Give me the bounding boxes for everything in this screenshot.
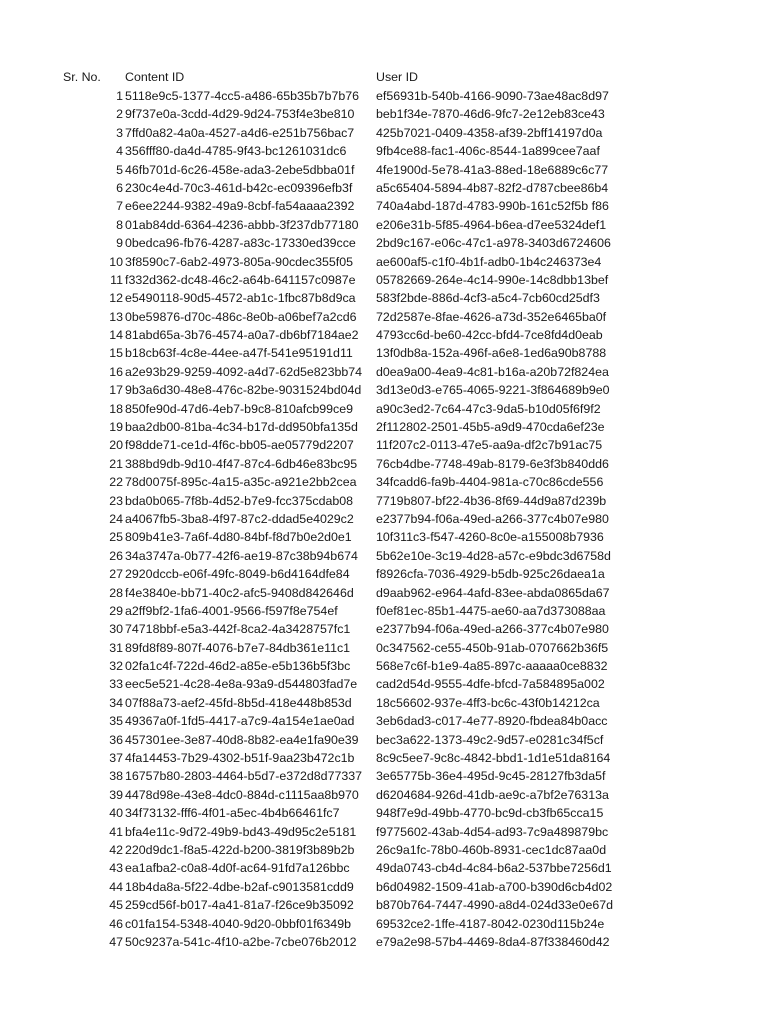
content-id-cell: 34f73132-fff6-4f01-a5ec-4b4b66461fc7 bbox=[125, 806, 340, 821]
user-id-cell: 4fe1900d-5e78-41a3-88ed-18e6889c6c77 bbox=[376, 162, 609, 177]
content-id-cell: 0bedca96-fb76-4287-a83c-17330ed39cce bbox=[125, 236, 356, 251]
sr-no-cell: 22 bbox=[109, 475, 123, 490]
sr-no-cell: 33 bbox=[109, 677, 123, 692]
user-id-cell: a90c3ed2-7c64-47c3-9da5-b10d05f6f9f2 bbox=[376, 401, 601, 416]
content-id-cell: baa2db00-81ba-4c34-b17d-dd950bfa135d bbox=[125, 420, 358, 435]
user-id-cell: cad2d54d-9555-4dfe-bfcd-7a584895a002 bbox=[376, 677, 605, 692]
content-id-cell: 34a3747a-0b77-42f6-ae19-87c38b94b674 bbox=[125, 548, 358, 563]
sr-no-cell: 25 bbox=[109, 530, 123, 545]
table-row bbox=[0, 859, 768, 877]
content-id-cell: 3f8590c7-6ab2-4973-805a-90cdec355f05 bbox=[125, 254, 354, 269]
sr-no-cell: 3 bbox=[116, 125, 123, 140]
table-row bbox=[0, 675, 768, 693]
content-id-cell: eec5e521-4c28-4e8a-93a9-d544803fad7e bbox=[125, 677, 358, 692]
table-row bbox=[0, 804, 768, 822]
content-id-cell: f4e3840e-bb71-40c2-afc5-9408d842646d bbox=[125, 585, 354, 600]
table-row bbox=[0, 896, 768, 914]
user-id-cell: 0c347562-ce55-450b-91ab-0707662b36f5 bbox=[376, 640, 609, 655]
user-id-cell: 425b7021-0409-4358-af39-2bff14197d0a bbox=[376, 125, 603, 140]
content-id-cell: 49367a0f-1fd5-4417-a7c9-4a154e1ae0ad bbox=[125, 714, 355, 729]
content-id-cell: 01ab84dd-6364-4236-abbb-3f237db77180 bbox=[125, 217, 359, 232]
user-id-cell: a5c65404-5894-4b87-82f2-d787cbee86b4 bbox=[376, 180, 609, 195]
sr-no-cell: 23 bbox=[109, 493, 123, 508]
table-row bbox=[0, 933, 768, 951]
sr-no-cell: 2 bbox=[116, 107, 123, 122]
sr-no-cell: 17 bbox=[109, 383, 123, 398]
table-row bbox=[0, 216, 768, 234]
content-id-cell: 4fa14453-7b29-4302-b51f-9aa23b472c1b bbox=[125, 751, 355, 766]
table-row bbox=[0, 786, 768, 804]
user-id-cell: 4793cc6d-be60-42cc-bfd4-7ce8fd4d0eab bbox=[376, 328, 603, 343]
content-id-cell: 220d9dc1-f8a5-422d-b200-3819f3b89b2b bbox=[125, 842, 355, 857]
sr-no-cell: 44 bbox=[109, 879, 123, 894]
table-row bbox=[0, 363, 768, 381]
user-id-cell: 948f7e9d-49bb-4770-bc9d-cb3fb65cca15 bbox=[376, 806, 604, 821]
content-id-cell: 78d0075f-895c-4a15-a35c-a921e2bb2cea bbox=[125, 475, 357, 490]
sr-no-cell: 34 bbox=[109, 695, 123, 710]
sr-no-cell: 42 bbox=[109, 842, 123, 857]
sr-no-cell: 21 bbox=[109, 456, 123, 471]
sr-no-cell: 20 bbox=[109, 438, 123, 453]
content-id-cell: a4067fb5-3ba8-4f97-87c2-ddad5e4029c2 bbox=[125, 511, 354, 526]
content-id-cell: 81abd65a-3b76-4574-a0a7-db6bf7184ae2 bbox=[125, 328, 359, 343]
user-id-cell: 8c9c5ee7-9c8c-4842-bbd1-1d1e51da8164 bbox=[376, 751, 611, 766]
table-row bbox=[0, 584, 768, 602]
table-row bbox=[0, 639, 768, 657]
table-row bbox=[0, 400, 768, 418]
table-row bbox=[0, 492, 768, 510]
table-row bbox=[0, 271, 768, 289]
content-id-cell: 74718bbf-e5a3-442f-8ca2-4a3428757fc1 bbox=[125, 622, 351, 637]
table-row bbox=[0, 841, 768, 859]
content-id-cell: 0be59876-d70c-486c-8e0b-a06bef7a2cd6 bbox=[125, 309, 357, 324]
content-id-cell: e6ee2244-9382-49a9-8cbf-fa54aaaa2392 bbox=[125, 199, 355, 214]
table-row bbox=[0, 915, 768, 933]
sr-no-header: Sr. No. bbox=[63, 70, 101, 84]
table-row bbox=[0, 326, 768, 344]
table-row bbox=[0, 253, 768, 271]
user-id-cell: 3d13e0d3-e765-4065-9221-3f864689b9e0 bbox=[376, 383, 610, 398]
sr-no-cell: 39 bbox=[109, 787, 123, 802]
user-id-cell: 10f311c3-f547-4260-8c0e-a155008b7936 bbox=[376, 530, 604, 545]
sr-no-cell: 31 bbox=[109, 640, 123, 655]
content-id-cell: bfa4e11c-9d72-49b9-bd43-49d95c2e5181 bbox=[125, 824, 357, 839]
sr-no-cell: 46 bbox=[109, 916, 123, 931]
user-id-cell: e206e31b-5f85-4964-b6ea-d7ee5324def1 bbox=[376, 217, 607, 232]
user-id-cell: 26c9a1fc-78b0-460b-8931-cec1dc87aa0d bbox=[376, 842, 607, 857]
user-id-cell: 18c56602-937e-4ff3-bc6c-43f0b14212ca bbox=[376, 695, 600, 710]
user-id-cell: f0ef81ec-85b1-4475-ae60-aa7d373088aa bbox=[376, 603, 606, 618]
table-row bbox=[0, 124, 768, 142]
user-id-cell: bec3a622-1373-49c2-9d57-e0281c34f5cf bbox=[376, 732, 604, 747]
sr-no-cell: 11 bbox=[110, 272, 123, 287]
content-id-cell: b18cb63f-4c8e-44ee-a47f-541e95191d11 bbox=[125, 346, 353, 361]
sr-no-cell: 41 bbox=[109, 824, 123, 839]
sr-no-cell: 26 bbox=[109, 548, 123, 563]
sr-no-cell: 19 bbox=[109, 420, 123, 435]
content-id-cell: 850fe90d-47d6-4eb7-b9c8-810afcb99ce9 bbox=[125, 401, 354, 416]
sr-no-cell: 15 bbox=[109, 346, 123, 361]
table-row bbox=[0, 197, 768, 215]
sr-no-cell: 13 bbox=[109, 309, 123, 324]
content-id-cell: 5118e9c5-1377-4cc5-a486-65b35b7b7b76 bbox=[125, 89, 360, 103]
content-id-cell: 2920dccb-e06f-49fc-8049-b6d4164dfe84 bbox=[125, 567, 350, 582]
table-row bbox=[0, 767, 768, 785]
sr-no-cell: 24 bbox=[109, 511, 123, 526]
content-id-cell: 07f88a73-aef2-45fd-8b5d-418e448b853d bbox=[125, 695, 352, 710]
table-row bbox=[0, 161, 768, 179]
user-id-cell: b6d04982-1509-41ab-a700-b390d6cb4d02 bbox=[376, 879, 613, 894]
sr-no-cell: 40 bbox=[109, 806, 123, 821]
content-id-cell: 809b41e3-7a6f-4d80-84bf-f8d7b0e2d0e1 bbox=[125, 530, 352, 545]
content-id-cell: 02fa1c4f-722d-46d2-a85e-e5b136b5f3bc bbox=[125, 659, 351, 674]
table-row bbox=[0, 344, 768, 362]
sr-no-cell: 45 bbox=[109, 898, 123, 913]
table-row bbox=[0, 731, 768, 749]
sr-no-cell: 14 bbox=[109, 328, 123, 343]
user-id-cell: 72d2587e-8fae-4626-a73d-352e6465ba0f bbox=[376, 309, 607, 324]
user-id-cell: 5b62e10e-3c19-4d28-a57c-e9bdc3d6758d bbox=[376, 548, 611, 563]
content-id-cell: 7ffd0a82-4a0a-4527-a4d6-e251b756bac7 bbox=[125, 125, 355, 140]
sr-no-cell: 4 bbox=[116, 144, 123, 159]
content-id-cell: f98dde71-ce1d-4f6c-bb05-ae05779d2207 bbox=[125, 438, 354, 453]
content-id-cell: 89fd8f89-807f-4076-b7e7-84db361e11c1 bbox=[125, 640, 351, 655]
content-id-cell: 16757b80-2803-4464-b5d7-e372d8d77337 bbox=[125, 769, 363, 784]
table-row bbox=[0, 473, 768, 491]
table-row bbox=[0, 657, 768, 675]
user-id-cell: e2377b94-f06a-49ed-a266-377c4b07e980 bbox=[376, 511, 609, 526]
content-id-cell: e5490118-90d5-4572-ab1c-1fbc87b8d9ca bbox=[125, 291, 356, 306]
content-id-cell: 4478d98e-43e8-4dc0-884d-c1115aa8b970 bbox=[125, 787, 359, 802]
table-row bbox=[0, 823, 768, 841]
sr-no-cell: 38 bbox=[109, 769, 123, 784]
sr-no-cell: 8 bbox=[116, 217, 123, 232]
table-row bbox=[0, 510, 768, 528]
content-id-cell: 9b3a6d30-48e8-476c-82be-9031524bd04d bbox=[125, 383, 362, 398]
table-row bbox=[0, 105, 768, 123]
table-row bbox=[0, 436, 768, 454]
user-id-cell: 2bd9c167-e06c-47c1-a978-3403d6724606 bbox=[376, 236, 611, 251]
sr-no-cell: 18 bbox=[109, 401, 123, 416]
sr-no-cell: 29 bbox=[109, 603, 123, 618]
user-id-cell: beb1f34e-7870-46d6-9fc7-2e12eb83ce43 bbox=[376, 107, 605, 122]
table-row bbox=[0, 308, 768, 326]
table-row bbox=[0, 142, 768, 160]
content-id-cell: 230c4e4d-70c3-461d-b42c-ec09396efb3f bbox=[125, 180, 353, 195]
user-id-cell: 740a4abd-187d-4783-990b-161c52f5b f86 bbox=[376, 199, 609, 214]
content-id-cell: 388bd9db-9d10-4f47-87c4-6db46e83bc95 bbox=[125, 456, 358, 471]
user-id-cell: 11f207c2-0113-47e5-aa9a-df2c7b91ac75 bbox=[376, 438, 603, 453]
sr-no-cell: 43 bbox=[109, 861, 123, 876]
sr-no-cell: 32 bbox=[109, 659, 123, 674]
sr-no-cell: 36 bbox=[109, 732, 123, 747]
table-row bbox=[0, 694, 768, 712]
user-id-header: User ID bbox=[376, 70, 418, 84]
content-id-cell: bda0b065-7f8b-4d52-b7e9-fcc375cdab08 bbox=[125, 493, 354, 508]
sr-no-cell: 5 bbox=[116, 162, 123, 177]
table-row bbox=[0, 418, 768, 436]
content-id-cell: 50c9237a-541c-4f10-a2be-7cbe076b2012 bbox=[125, 934, 357, 949]
sr-no-cell: 1 bbox=[116, 89, 123, 103]
content-id-cell: a2ff9bf2-1fa6-4001-9566-f597f8e754ef bbox=[125, 603, 338, 618]
user-id-cell: 9fb4ce88-fac1-406c-8544-1a899cee7aaf bbox=[376, 144, 600, 159]
table-row bbox=[0, 712, 768, 730]
content-id-header: Content ID bbox=[125, 70, 185, 84]
user-id-cell: 05782669-264e-4c14-990e-14c8dbb13bef bbox=[376, 272, 609, 287]
user-id-cell: f8926cfa-7036-4929-b5db-925c26daea1a bbox=[376, 567, 605, 582]
user-id-cell: 2f112802-2501-45b5-a9d9-470cda6ef23e bbox=[376, 420, 605, 435]
content-id-cell: 46fb701d-6c26-458e-ada3-2ebe5dbba01f bbox=[125, 162, 355, 177]
sr-no-cell: 6 bbox=[116, 180, 123, 195]
content-id-cell: c01fa154-5348-4040-9d20-0bbf01f6349b bbox=[125, 916, 351, 931]
user-id-cell: 7719b807-bf22-4b36-8f69-44d9a87d239b bbox=[376, 493, 607, 508]
table-row bbox=[0, 528, 768, 546]
user-id-cell: 69532ce2-1ffe-4187-8042-0230d115b24e bbox=[376, 916, 605, 931]
table-row bbox=[0, 87, 768, 105]
user-id-cell: d0ea9a00-4ea9-4c81-b16a-a20b72f824ea bbox=[376, 364, 609, 379]
user-id-cell: 3e65775b-36e4-495d-9c45-28127fb3da5f bbox=[376, 769, 606, 784]
user-id-cell: 583f2bde-886d-4cf3-a5c4-7cb60cd25df3 bbox=[376, 291, 600, 306]
content-id-cell: ea1afba2-c0a8-4d0f-ac64-91fd7a126bbc bbox=[125, 861, 350, 876]
sr-no-cell: 35 bbox=[109, 714, 123, 729]
user-id-cell: 76cb4dbe-7748-49ab-8179-6e3f3b840dd6 bbox=[376, 456, 609, 471]
table-row bbox=[0, 234, 768, 252]
user-id-cell: ae600af5-c1f0-4b1f-adb0-1b4c246373e4 bbox=[376, 254, 602, 269]
content-id-cell: 18b4da8a-5f22-4dbe-b2af-c9013581cdd9 bbox=[125, 879, 354, 894]
table-row bbox=[0, 565, 768, 583]
table-row bbox=[0, 179, 768, 197]
user-id-cell: d6204684-926d-41db-ae9c-a7bf2e76313a bbox=[376, 787, 609, 802]
table-row bbox=[0, 878, 768, 896]
user-id-cell: e2377b94-f06a-49ed-a266-377c4b07e980 bbox=[376, 622, 609, 637]
sr-no-cell: 16 bbox=[109, 364, 123, 379]
sr-no-cell: 12 bbox=[109, 291, 123, 306]
user-id-cell: b870b764-7447-4990-a8d4-024d33e0e67d bbox=[376, 898, 614, 913]
sr-no-cell: 30 bbox=[109, 622, 123, 637]
user-id-cell: 13f0db8a-152a-496f-a6e8-1ed6a90b8788 bbox=[376, 346, 607, 361]
table-row bbox=[0, 381, 768, 399]
sr-no-cell: 47 bbox=[109, 934, 123, 949]
user-id-cell: d9aab962-e964-4afd-83ee-abda0865da67 bbox=[376, 585, 610, 600]
sr-no-cell: 28 bbox=[109, 585, 123, 600]
user-id-cell: 3eb6dad3-c017-4e77-8920-fbdea84b0acc bbox=[376, 714, 608, 729]
sr-no-cell: 7 bbox=[116, 199, 123, 214]
table-row bbox=[0, 749, 768, 767]
sr-no-cell: 9 bbox=[116, 236, 123, 251]
user-id-cell: 568e7c6f-b1e9-4a85-897c-aaaaa0ce8832 bbox=[376, 659, 608, 674]
sr-no-cell: 27 bbox=[109, 567, 123, 582]
table-row bbox=[0, 547, 768, 565]
table-row bbox=[0, 620, 768, 638]
content-id-cell: a2e93b29-9259-4092-a4d7-62d5e823bb74 bbox=[125, 364, 363, 379]
content-id-cell: 457301ee-3e87-40d8-8b82-ea4e1fa90e39 bbox=[125, 732, 359, 747]
sr-no-cell: 37 bbox=[109, 751, 123, 766]
user-id-cell: e79a2e98-57b4-4469-8da4-87f338460d42 bbox=[376, 934, 610, 949]
user-id-cell: ef56931b-540b-4166-9090-73ae48ac8d97 bbox=[376, 89, 609, 103]
table-header-row bbox=[0, 68, 768, 86]
user-id-cell: 34fcadd6-fa9b-4404-981a-c70c86cde556 bbox=[376, 475, 604, 490]
content-id-cell: f332d362-dc48-46c2-a64b-641157c0987e bbox=[125, 272, 356, 287]
user-id-cell: 49da0743-cb4d-4c84-b6a2-537bbe7256d1 bbox=[376, 861, 612, 876]
sr-no-cell: 10 bbox=[109, 254, 123, 269]
content-id-cell: 259cd56f-b017-4a41-81a7-f26ce9b35092 bbox=[125, 898, 354, 913]
table-row bbox=[0, 455, 768, 473]
content-id-cell: 356fff80-da4d-4785-9f43-bc1261031dc6 bbox=[125, 144, 347, 159]
content-id-cell: 9f737e0a-3cdd-4d29-9d24-753f4e3be810 bbox=[125, 107, 355, 122]
table-row bbox=[0, 602, 768, 620]
user-id-cell: f9775602-43ab-4d54-ad93-7c9a489879bc bbox=[376, 824, 609, 839]
table-row bbox=[0, 289, 768, 307]
